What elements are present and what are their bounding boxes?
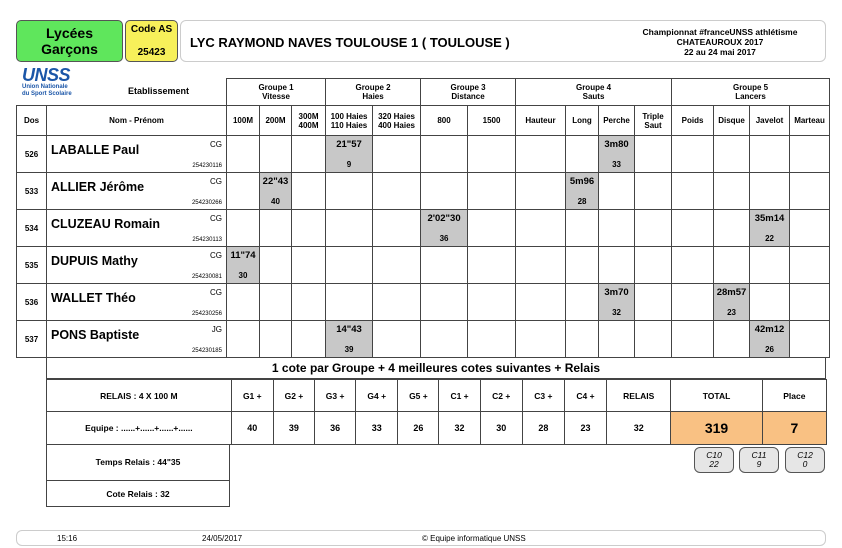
event-label: Long — [572, 116, 592, 125]
empty-cell — [599, 247, 635, 284]
summary-value: 36 — [315, 412, 356, 445]
event-header — [599, 106, 635, 136]
summary-header: C4 + — [564, 380, 606, 412]
performance: 11"74 — [230, 250, 256, 261]
event-header — [421, 106, 468, 136]
empty-cell — [292, 284, 326, 321]
empty-cell — [599, 321, 635, 358]
empty-cell — [468, 284, 516, 321]
empty-cell — [672, 136, 714, 173]
athlete-category: CG — [210, 140, 222, 149]
empty-cell — [714, 210, 750, 247]
event-label: 100M — [232, 116, 253, 125]
empty-cell — [516, 247, 566, 284]
empty-cell — [516, 173, 566, 210]
event-header — [373, 106, 421, 136]
event-header — [790, 106, 830, 136]
empty-cell — [672, 210, 714, 247]
athlete-row — [17, 284, 830, 321]
empty-cell — [373, 173, 421, 210]
event-label: 800 — [437, 116, 451, 125]
performance: 21"57 — [336, 139, 362, 150]
athlete-dos: 536 — [17, 284, 47, 321]
performance: 28m57 — [716, 287, 747, 298]
athlete-cell — [47, 173, 227, 210]
empty-cell — [292, 136, 326, 173]
empty-cell — [516, 284, 566, 321]
summary-value: 26 — [398, 412, 439, 445]
athlete-dos: 537 — [17, 321, 47, 358]
event-header — [516, 106, 566, 136]
logo-sub2: du Sport Scolaire — [22, 91, 72, 97]
performance: 14"43 — [336, 324, 362, 335]
event-label: 100 Haies — [330, 111, 368, 121]
group-label: Groupe 1 — [258, 83, 294, 92]
athlete-licence: 254230266 — [191, 200, 222, 206]
empty-cell — [326, 173, 373, 210]
group-sublabel: Haies — [362, 92, 384, 101]
summary-header: G2 + — [273, 380, 314, 412]
group-label: Groupe 4 — [575, 83, 612, 92]
result-cell — [599, 136, 635, 173]
result-cell — [566, 173, 599, 210]
empty-cell — [227, 321, 260, 358]
empty-cell — [566, 136, 599, 173]
relais-label: RELAIS : 4 X 100 M — [47, 380, 232, 412]
summary-header: G4 + — [356, 380, 398, 412]
empty-cell — [672, 173, 714, 210]
empty-cell — [468, 210, 516, 247]
group-header — [421, 79, 516, 106]
group-label: Groupe 3 — [450, 83, 486, 92]
empty-cell — [635, 284, 672, 321]
empty-cell — [790, 284, 830, 321]
place-label: Place — [762, 380, 826, 412]
empty-cell — [260, 247, 292, 284]
result-cell — [750, 210, 790, 247]
empty-cell — [260, 321, 292, 358]
empty-cell — [468, 136, 516, 173]
summary-value: 33 — [356, 412, 398, 445]
athlete-cell — [47, 321, 227, 358]
championship-location: CHATEAUROUX 2017 — [676, 37, 764, 47]
event-header — [672, 106, 714, 136]
athlete-name: DUPUIS Mathy — [51, 254, 138, 268]
code-as-badge — [125, 20, 178, 62]
athlete-row — [17, 247, 830, 284]
event-header — [227, 106, 260, 136]
summary-value: 32 — [439, 412, 480, 445]
result-cell — [326, 321, 373, 358]
summary-value: 28 — [522, 412, 564, 445]
athlete-row — [17, 173, 830, 210]
athlete-licence: 254230081 — [191, 274, 222, 280]
athlete-cell — [47, 247, 227, 284]
summary-header: G1 + — [231, 380, 273, 412]
athlete-category: JG — [211, 325, 222, 334]
empty-cell — [373, 136, 421, 173]
extra-cote-label: C11 — [751, 450, 767, 460]
group-sublabel: Sauts — [582, 92, 605, 101]
empty-cell — [599, 210, 635, 247]
group-sublabel: Lancers — [735, 92, 766, 101]
event-label: Javelot — [755, 116, 784, 125]
group-label: Groupe 2 — [355, 83, 391, 92]
cote: 28 — [577, 197, 587, 206]
athlete-dos: 535 — [17, 247, 47, 284]
empty-cell — [421, 284, 468, 321]
athlete-name: ALLIER Jérôme — [51, 180, 145, 194]
event-label: 400M — [298, 120, 319, 130]
athlete-name: LABALLE Paul — [51, 143, 140, 157]
performance: 3m80 — [604, 139, 629, 150]
athlete-licence: 254230113 — [192, 237, 222, 243]
extra-cote-box — [694, 447, 734, 473]
event-label: Marteau — [794, 116, 825, 125]
empty-cell — [790, 136, 830, 173]
summary-value: 40 — [231, 412, 273, 445]
performance: 3m70 — [604, 287, 629, 298]
footer-copyright: © Equipe informatique UNSS — [422, 534, 526, 543]
extra-cote-box — [739, 447, 779, 473]
place-value: 7 — [762, 412, 826, 445]
event-label: 110 Haies — [330, 120, 368, 130]
event-header — [292, 106, 326, 136]
event-label: Hauteur — [525, 116, 556, 125]
cote: 33 — [612, 160, 621, 169]
empty-cell — [672, 247, 714, 284]
event-label: 200M — [265, 116, 286, 125]
event-header — [750, 106, 790, 136]
empty-cell — [635, 210, 672, 247]
athlete-cell — [47, 284, 227, 321]
empty-cell — [373, 247, 421, 284]
empty-cell — [672, 284, 714, 321]
empty-cell — [566, 247, 599, 284]
summary-value: 39 — [273, 412, 314, 445]
empty-cell — [714, 247, 750, 284]
empty-cell — [260, 136, 292, 173]
athlete-row — [17, 321, 830, 358]
result-cell — [714, 284, 750, 321]
cote: 22 — [765, 234, 774, 243]
scoring-rule: 1 cote par Groupe + 4 meilleures cotes suivantes + Relais — [46, 357, 826, 379]
empty-cell — [635, 173, 672, 210]
etablissement-label: Etablissement — [128, 86, 190, 96]
empty-cell — [750, 173, 790, 210]
athlete-licence: 254230116 — [192, 163, 222, 169]
school-name: LYC RAYMOND NAVES TOULOUSE 1 ( TOULOUSE ) — [190, 35, 510, 50]
empty-cell — [227, 173, 260, 210]
athlete-licence: 254230256 — [191, 311, 222, 317]
empty-cell — [292, 173, 326, 210]
event-header — [326, 106, 373, 136]
extra-cote-label: C12 — [797, 450, 813, 460]
empty-cell — [421, 136, 468, 173]
result-cell — [227, 247, 260, 284]
result-cell — [260, 173, 292, 210]
event-header — [635, 106, 672, 136]
temps-relais: Temps Relais : 44"35 — [46, 444, 230, 481]
empty-cell — [635, 247, 672, 284]
extra-cote-value: 22 — [709, 459, 719, 469]
empty-cell — [599, 173, 635, 210]
empty-cell — [227, 210, 260, 247]
empty-cell — [714, 321, 750, 358]
athlete-category: CG — [210, 288, 222, 297]
athlete-row — [17, 210, 830, 247]
empty-cell — [635, 321, 672, 358]
athlete-dos: 534 — [17, 210, 47, 247]
total-value: 319 — [671, 412, 762, 445]
summary-value: 30 — [480, 412, 522, 445]
empty-cell — [292, 247, 326, 284]
empty-cell — [292, 210, 326, 247]
cote: 30 — [238, 271, 248, 280]
cote: 36 — [439, 234, 449, 243]
empty-cell — [468, 247, 516, 284]
cote: 9 — [346, 160, 352, 169]
event-label: 400 Haies — [378, 120, 415, 130]
cote-relais: Cote Relais : 32 — [46, 481, 230, 507]
cote: 40 — [271, 197, 280, 206]
championship-info — [620, 27, 820, 57]
event-label: Perche — [603, 116, 630, 125]
athlete-name: WALLET Théo — [51, 291, 136, 305]
group-header — [227, 79, 326, 106]
empty-cell — [790, 173, 830, 210]
footer-time: 15:16 — [57, 534, 78, 543]
summary-header: RELAIS — [607, 380, 671, 412]
empty-cell — [260, 284, 292, 321]
athlete-dos: 533 — [17, 173, 47, 210]
extra-cote-value: 0 — [802, 459, 808, 469]
footer-date: 24/05/2017 — [202, 534, 243, 543]
empty-cell — [292, 321, 326, 358]
empty-cell — [421, 173, 468, 210]
logo-text: UNSS — [22, 65, 71, 85]
event-header — [260, 106, 292, 136]
group-header — [516, 79, 672, 106]
performance: 42m12 — [754, 324, 785, 335]
empty-cell — [373, 321, 421, 358]
result-cell — [326, 136, 373, 173]
athlete-name: CLUZEAU Romain — [51, 217, 161, 231]
group-header — [326, 79, 421, 106]
empty-cell — [260, 210, 292, 247]
logo-sub1: Union Nationale — [22, 84, 68, 90]
athlete-name: PONS Baptiste — [51, 328, 140, 342]
summary-table — [46, 379, 827, 445]
extra-cote-box — [785, 447, 825, 473]
summary-header: C2 + — [480, 380, 522, 412]
athlete-category: CG — [210, 251, 222, 260]
empty-cell — [750, 247, 790, 284]
group-header — [672, 79, 830, 106]
group-label: Groupe 5 — [732, 83, 769, 92]
empty-cell — [790, 247, 830, 284]
empty-cell — [566, 284, 599, 321]
athlete-category: CG — [210, 214, 222, 223]
empty-cell — [516, 210, 566, 247]
empty-cell — [714, 173, 750, 210]
category-line1: Lycées — [46, 25, 93, 41]
event-label: Disque — [718, 116, 745, 125]
event-label: Poids — [681, 116, 704, 125]
cote: 23 — [727, 308, 736, 317]
equipe-label: Equipe : ......+......+......+...... — [47, 412, 232, 445]
result-cell — [750, 321, 790, 358]
empty-cell — [750, 136, 790, 173]
championship-dates: 22 au 24 mai 2017 — [684, 47, 756, 57]
code-value: 25423 — [137, 47, 166, 58]
event-label: 320 Haies — [378, 111, 415, 121]
championship-title: Championnat #franceUNSS athlétisme — [642, 27, 798, 37]
cote: 32 — [612, 308, 621, 317]
empty-cell — [790, 321, 830, 358]
summary-header: G5 + — [398, 380, 439, 412]
empty-cell — [468, 173, 516, 210]
results-table — [16, 78, 830, 358]
result-cell — [421, 210, 468, 247]
athlete-cell — [47, 210, 227, 247]
performance: 2'02"30 — [427, 213, 461, 224]
event-label: 1500 — [482, 116, 501, 125]
result-cell — [599, 284, 635, 321]
athlete-category: CG — [210, 177, 222, 186]
performance: 22"43 — [262, 176, 289, 187]
empty-cell — [421, 321, 468, 358]
summary-header: C3 + — [522, 380, 564, 412]
event-header — [566, 106, 599, 136]
event-header — [468, 106, 516, 136]
empty-cell — [672, 321, 714, 358]
empty-cell — [516, 321, 566, 358]
event-label: Triple — [642, 111, 664, 121]
empty-cell — [326, 210, 373, 247]
athlete-licence: 254230185 — [191, 348, 222, 354]
summary-value: 32 — [607, 412, 671, 445]
empty-cell — [373, 210, 421, 247]
summary-header: G3 + — [315, 380, 356, 412]
empty-cell — [227, 284, 260, 321]
summary-value: 23 — [564, 412, 606, 445]
empty-cell — [566, 321, 599, 358]
event-label: Saut — [644, 120, 662, 130]
extra-cote-value: 9 — [756, 459, 762, 469]
empty-cell — [468, 321, 516, 358]
extra-cote-label: C10 — [706, 450, 722, 460]
empty-cell — [373, 284, 421, 321]
empty-cell — [635, 136, 672, 173]
empty-cell — [566, 210, 599, 247]
athlete-dos: 526 — [17, 136, 47, 173]
empty-cell — [790, 210, 830, 247]
group-sublabel: Vitesse — [262, 92, 290, 101]
footer — [16, 530, 826, 546]
event-header — [714, 106, 750, 136]
empty-cell — [326, 284, 373, 321]
cote: 39 — [344, 345, 354, 354]
empty-cell — [750, 284, 790, 321]
athlete-cell — [47, 136, 227, 173]
group-sublabel: Distance — [451, 92, 485, 101]
summary-header: C1 + — [439, 380, 480, 412]
code-label: Code AS — [130, 24, 173, 35]
performance: 5m96 — [569, 176, 595, 187]
category-badge — [16, 20, 123, 62]
performance: 35m14 — [754, 213, 785, 224]
col-dos: Dos — [17, 106, 47, 136]
empty-cell — [714, 136, 750, 173]
empty-cell — [516, 136, 566, 173]
col-name: Nom - Prénom — [47, 106, 227, 136]
athlete-row — [17, 136, 830, 173]
empty-cell — [421, 247, 468, 284]
total-label: TOTAL — [671, 380, 762, 412]
cote: 26 — [765, 345, 774, 354]
category-line2: Garçons — [41, 41, 98, 57]
empty-cell — [326, 247, 373, 284]
event-label: 300M — [298, 111, 319, 121]
empty-cell — [227, 136, 260, 173]
